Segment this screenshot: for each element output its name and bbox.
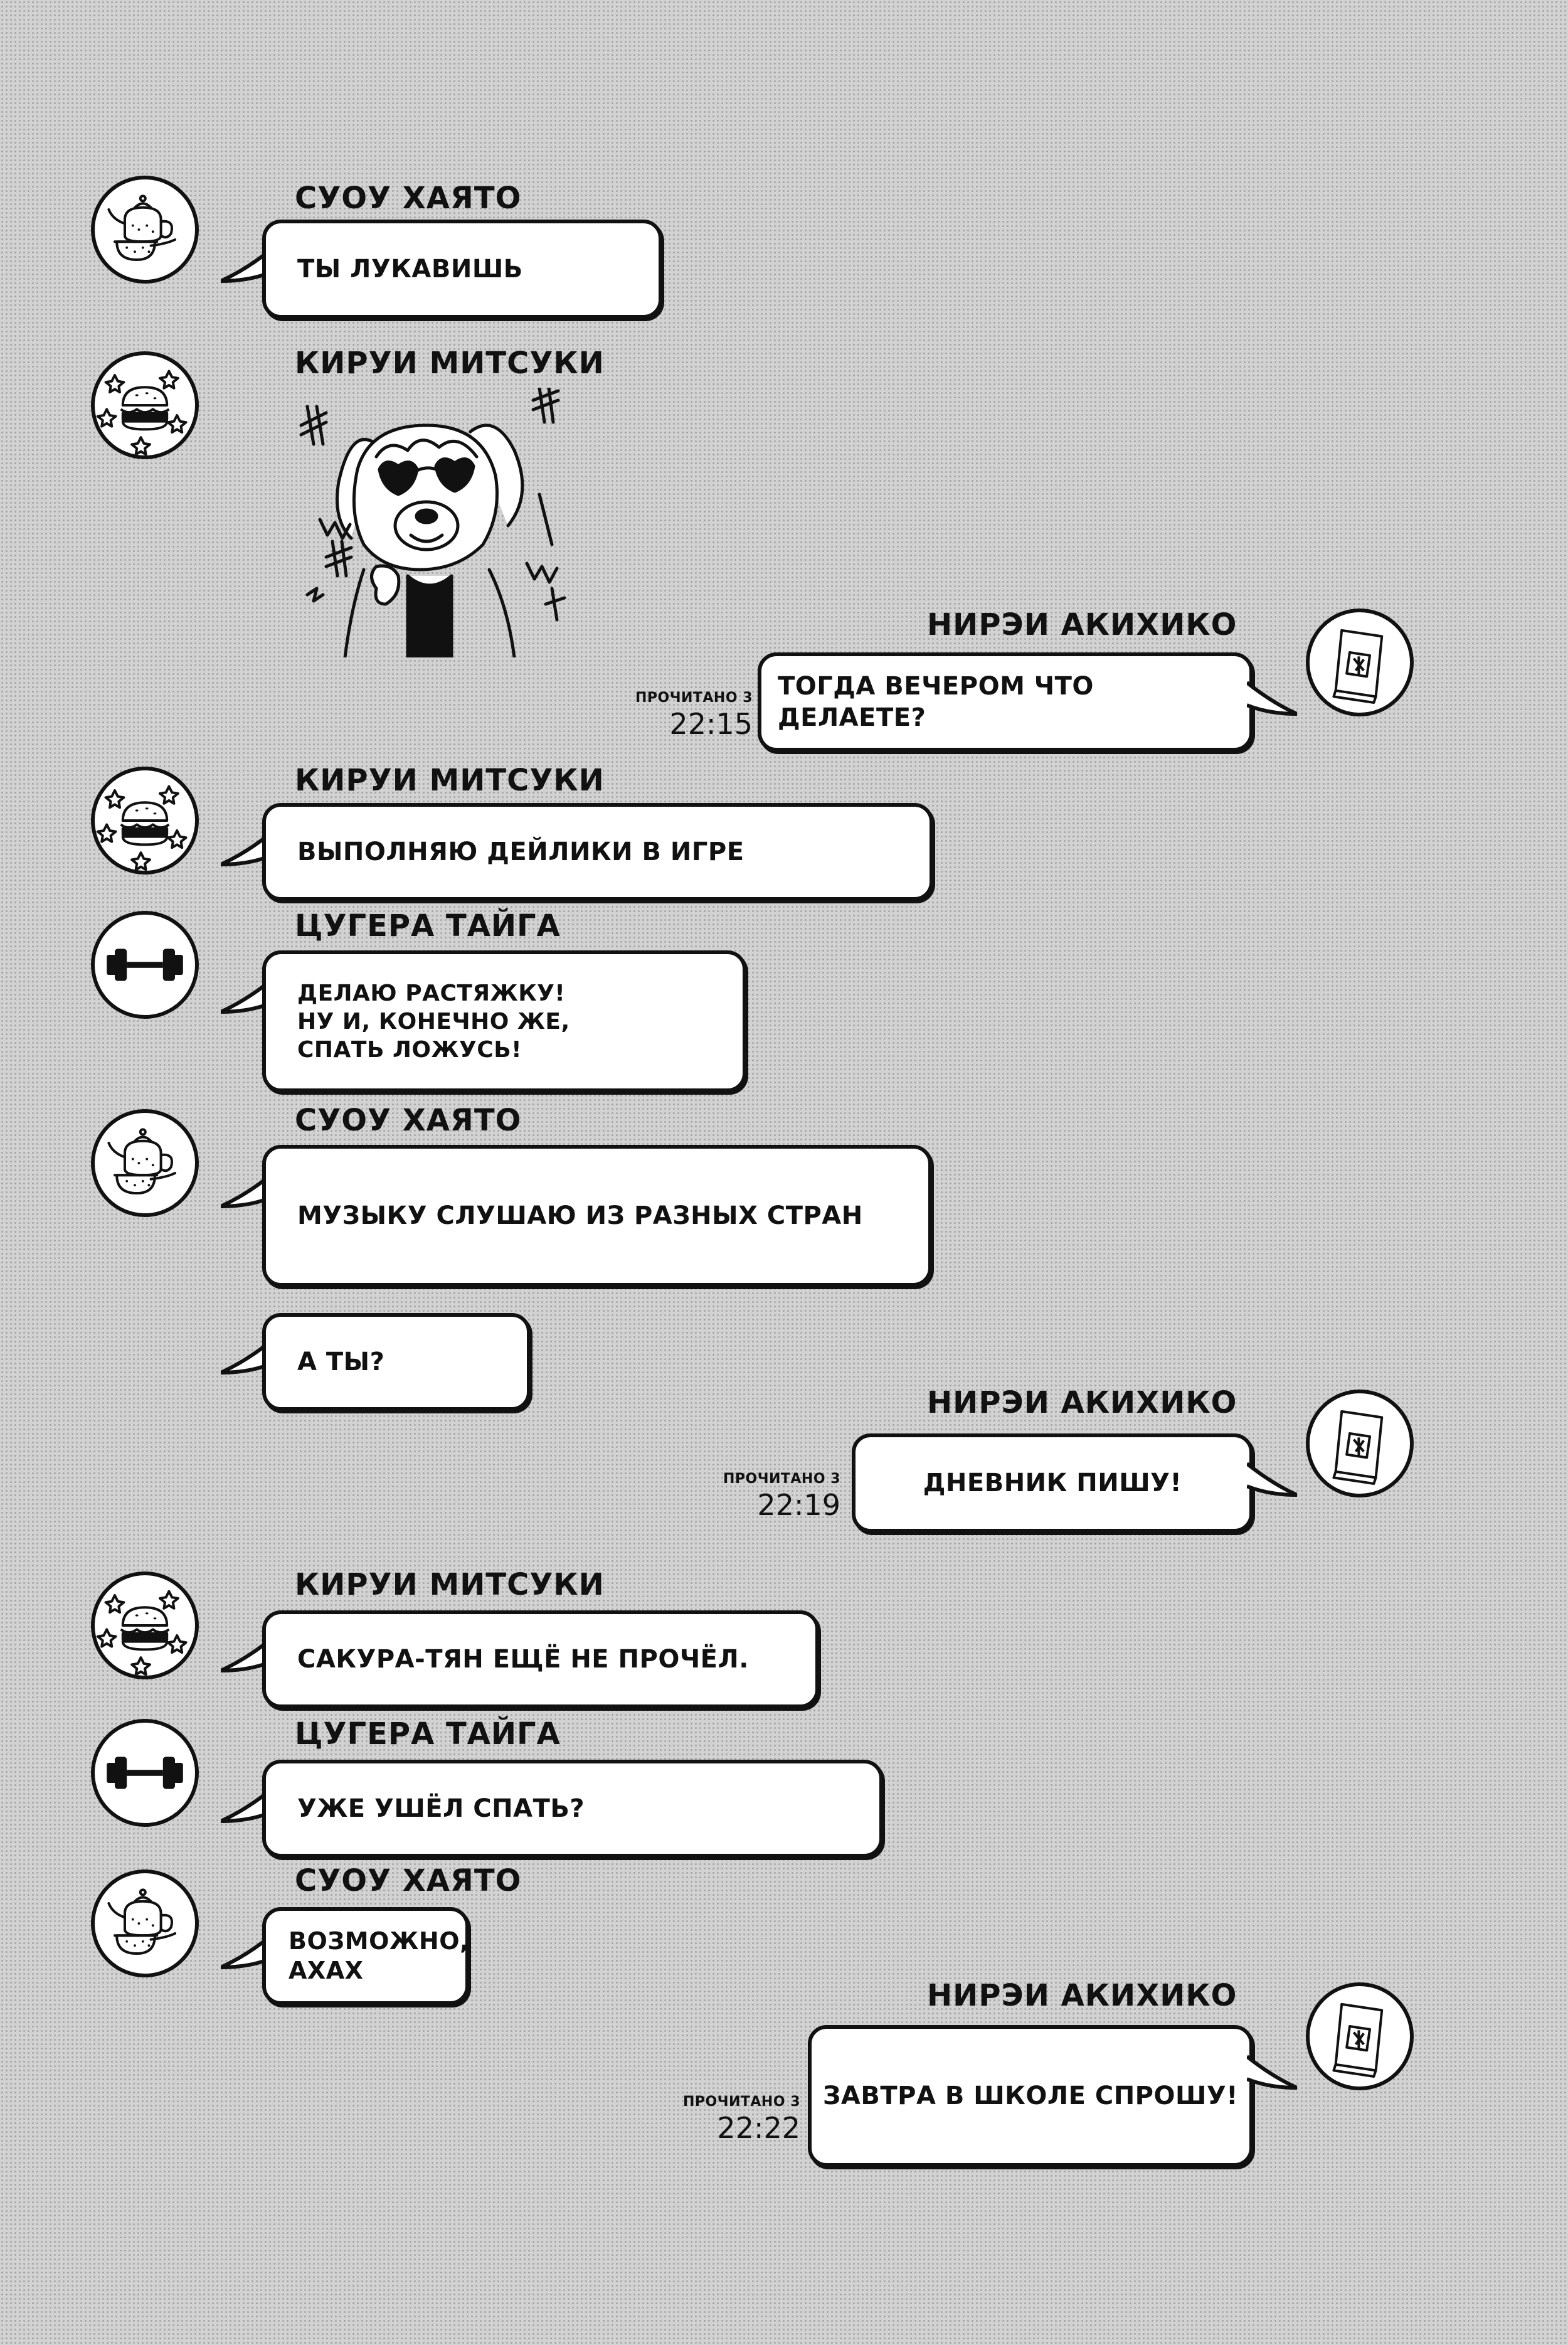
sender-name: НИРЭИ АКИХИКО — [927, 1385, 1237, 1420]
message-text: ТЫ ЛУКАВИШЬ — [297, 255, 523, 284]
teapot-icon[interactable] — [91, 1109, 199, 1217]
burger-stars-icon[interactable] — [91, 767, 199, 875]
burger-stars-icon[interactable] — [91, 351, 199, 459]
dumbbell-icon[interactable] — [91, 911, 199, 1019]
message-bubble[interactable] — [852, 1433, 1253, 1533]
message-bubble[interactable] — [262, 1760, 883, 1858]
timestamp: 22:19 — [757, 1488, 840, 1522]
sender-name: КИРУИ МИТСУКИ — [295, 346, 605, 381]
bubble-tail — [1247, 2051, 1297, 2095]
message-bubble[interactable] — [262, 1313, 531, 1411]
message-text: ВОЗМОЖНО, АХАХ — [289, 1927, 469, 1984]
message-bubble[interactable] — [808, 2025, 1253, 2167]
read-receipt: ПРОЧИТАНО 3 — [682, 2094, 800, 2110]
sender-name: НИРЭИ АКИХИКО — [927, 607, 1237, 642]
message-text: МУЗЫКУ СЛУШАЮ ИЗ РАЗНЫХ СТРАН — [297, 1201, 863, 1230]
message-text: ТОГДА ВЕЧЕРОМ ЧТО ДЕЛАЕТЕ? — [778, 672, 1094, 732]
message-meta — [637, 2094, 800, 2145]
message-bubble[interactable] — [262, 220, 662, 319]
sender-name: СУОУ ХАЯТО — [295, 181, 522, 216]
dog-sunglasses-sticker[interactable] — [282, 388, 571, 657]
message-bubble[interactable] — [262, 803, 933, 901]
read-receipt: ПРОЧИТАНО 3 — [635, 690, 753, 706]
message-bubble[interactable] — [758, 652, 1253, 752]
teapot-icon[interactable] — [91, 1869, 199, 1977]
sender-name: КИРУИ МИТСУКИ — [295, 1567, 605, 1602]
message-bubble[interactable] — [262, 950, 746, 1092]
sender-name: КИРУИ МИТСУКИ — [295, 763, 605, 798]
message-bubble[interactable] — [262, 1145, 932, 1287]
message-text: САКУРА-ТЯН ЕЩЁ НЕ ПРОЧЁЛ. — [297, 1645, 749, 1674]
message-bubble[interactable] — [262, 1907, 469, 2005]
message-text: ДЕЛАЮ РАСТЯЖКУ! НУ И, КОНЕЧНО ЖЕ, СПАТЬ ЛОЖУСЬ! — [297, 980, 570, 1063]
message-text: ВЫПОЛНЯЮ ДЕЙЛИКИ В ИГРЕ — [297, 838, 744, 866]
message-text: УЖЕ УШЁЛ СПАТЬ? — [297, 1794, 585, 1823]
notebook-icon[interactable] — [1306, 1982, 1414, 2090]
message-text: А ТЫ? — [297, 1348, 385, 1376]
read-receipt: ПРОЧИТАНО 3 — [723, 1471, 840, 1487]
dumbbell-icon[interactable] — [91, 1719, 199, 1827]
timestamp: 22:22 — [717, 2111, 800, 2145]
message-meta — [590, 690, 753, 741]
sender-name: ЦУГЕРА ТАЙГА — [295, 908, 561, 944]
message-text: ЗАВТРА В ШКОЛЕ СПРОШУ! — [823, 2082, 1238, 2110]
sender-name: СУОУ ХАЯТО — [295, 1103, 522, 1138]
sender-name: НИРЭИ АКИХИКО — [927, 1978, 1237, 2013]
notebook-icon[interactable] — [1306, 609, 1414, 716]
message-bubble[interactable] — [262, 1610, 819, 1708]
notebook-icon[interactable] — [1306, 1390, 1414, 1497]
bubble-tail — [1247, 678, 1297, 721]
sender-name: ЦУГЕРА ТАЙГА — [295, 1716, 561, 1752]
bubble-tail — [1247, 1459, 1297, 1502]
teapot-icon[interactable] — [91, 176, 199, 284]
timestamp: 22:15 — [669, 707, 753, 741]
burger-stars-icon[interactable] — [91, 1571, 199, 1679]
message-text: ДНЕВНИК ПИШУ! — [923, 1469, 1182, 1497]
message-meta — [677, 1471, 840, 1522]
sender-name: СУОУ ХАЯТО — [295, 1863, 522, 1898]
